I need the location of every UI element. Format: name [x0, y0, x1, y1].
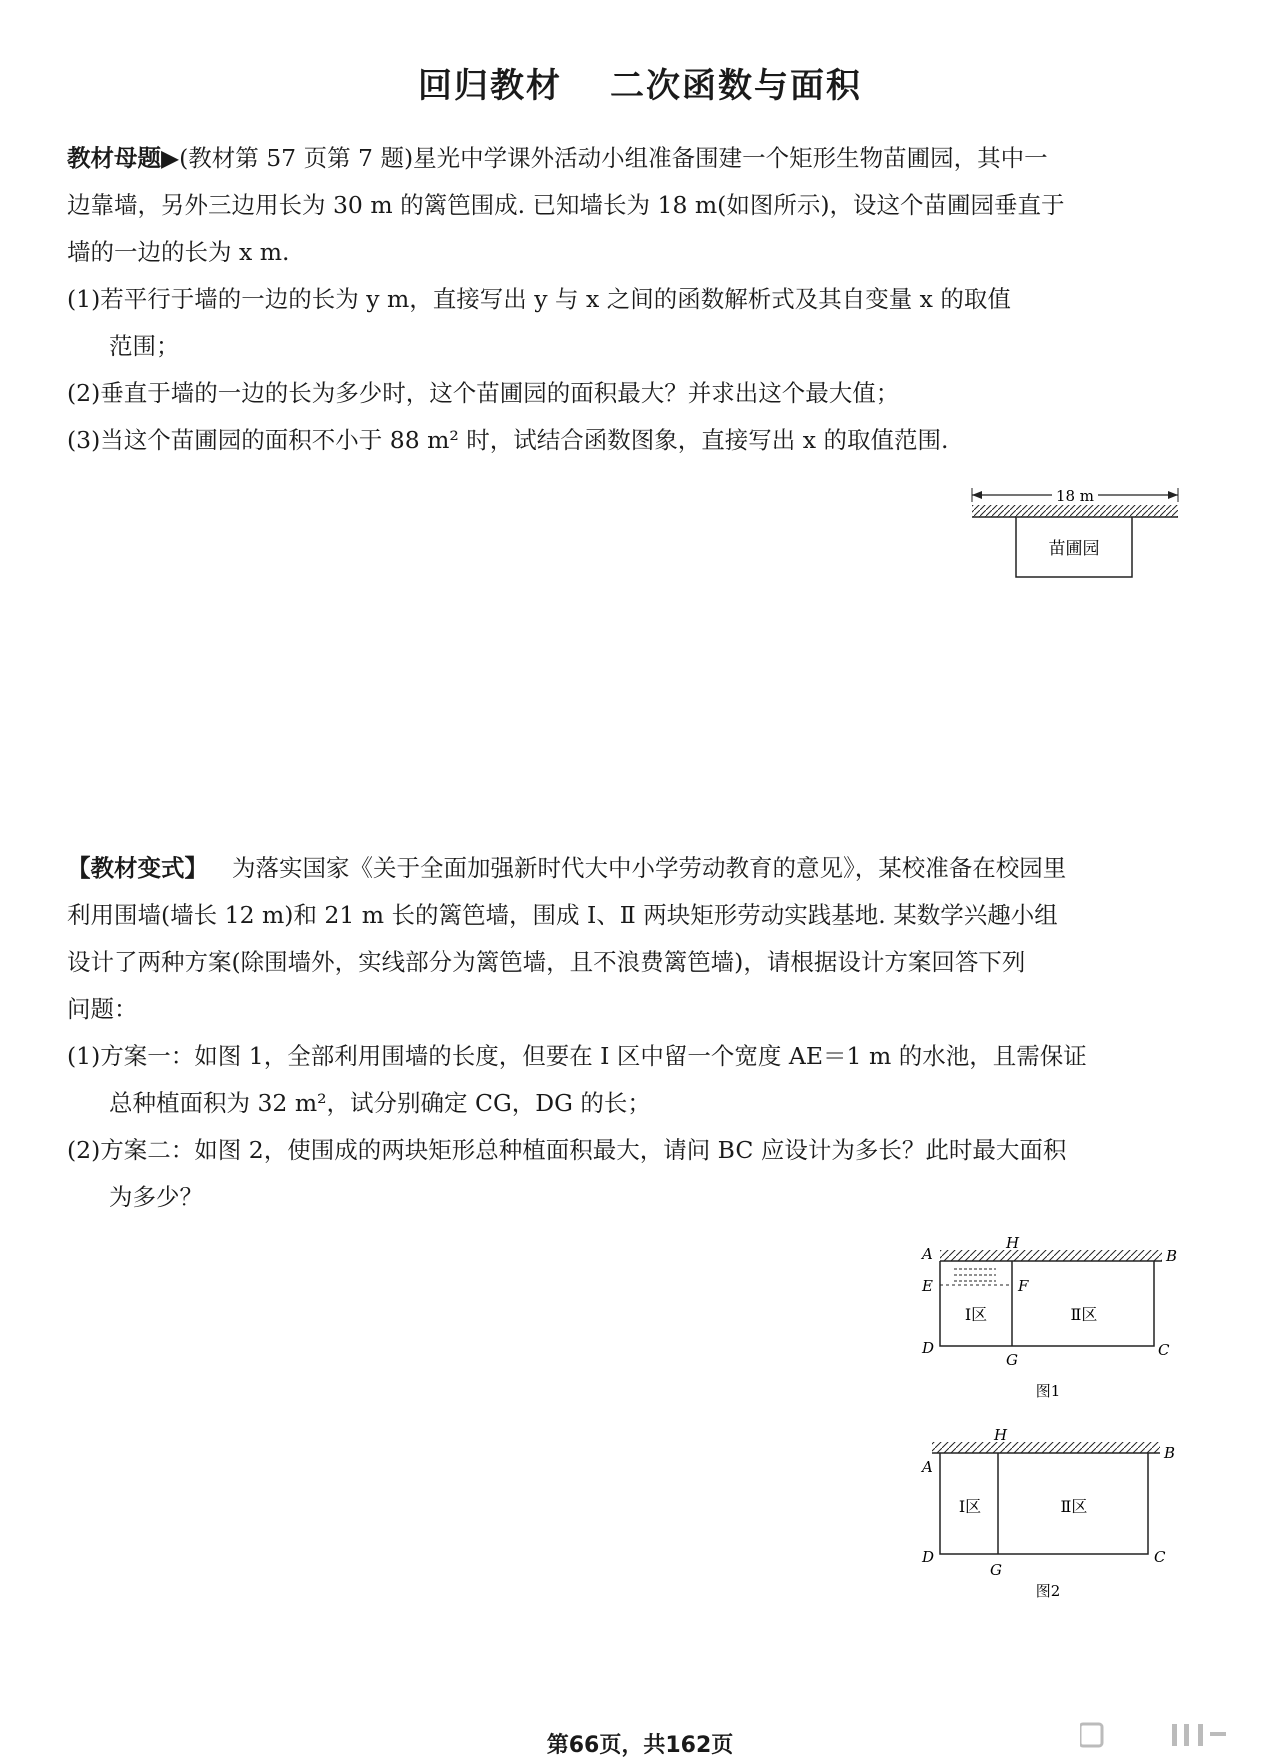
label-F: F [1018, 1277, 1029, 1295]
problem2-stem [67, 845, 1180, 1033]
problem1-tag: 教材母题▶ [67, 144, 180, 172]
problem2-line4: 问题： [67, 995, 138, 1023]
label-G: G [990, 1561, 1002, 1579]
problem2-q1-line1: (1)方案一：如图 1，全部利用围墙的长度，但要在 Ⅰ 区中留一个宽度 AE＝1 m 的水池，且需保证 [67, 1042, 1087, 1070]
problem1-q1-line2: 范围； [109, 332, 180, 360]
zone2-label: Ⅱ区 [1060, 1497, 1088, 1516]
wall [972, 505, 1178, 517]
garden-label: 苗圃园 [1048, 539, 1100, 559]
problem1-question1 [67, 276, 1180, 370]
problem1-question3: (3)当这个苗圃园的面积不小于 88 m² 时，试结合函数图象，直接写出 x 的取值范围. [67, 426, 949, 454]
problem2-line3: 设计了两种方案(除围墙外，实线部分为篱笆墙，且不浪费篱笆墙)，请根据设计方案回答下列 [67, 948, 1026, 976]
page-footer: 第66页，共162页 [546, 1733, 734, 1758]
label-D: D [922, 1548, 935, 1566]
label-H: H [994, 1426, 1008, 1444]
problem1-stem [67, 135, 1180, 276]
label-C: C [1154, 1548, 1166, 1566]
label-C: C [1158, 1341, 1170, 1359]
problem2-q2-line2: 为多少？ [109, 1183, 203, 1211]
problem2-q2-line1: (2)方案二：如图 2，使围成的两块矩形总种植面积最大，请问 BC 应设计为多长？此时最大面积 [67, 1136, 1067, 1164]
problem2-q1-line2: 总种植面积为 32 m²，试分别确定 CG，DG 的长； [109, 1089, 651, 1117]
fence-wall [932, 1442, 1160, 1453]
problem2-question2 [67, 1127, 1180, 1221]
label-A: A [922, 1458, 933, 1476]
problem1-line3: 墙的一边的长为 x m. [67, 238, 290, 266]
label-A: A [922, 1245, 933, 1263]
title-part2: 二次函数与面积 [610, 66, 862, 106]
label-E: E [922, 1277, 933, 1295]
problem2-line1: 为落实国家《关于全面加强新时代大中小学劳动教育的意见》，某校准备在校园里 [232, 854, 1067, 882]
problem2-tag: 【教材变式】 [67, 854, 208, 882]
zone1-label: Ⅰ区 [964, 1305, 988, 1324]
problem1-question2: (2)垂直于墙的一边的长为多少时，这个苗圃园的面积最大？并求出这个最大值； [67, 379, 900, 407]
figure2-caption: 图2 [1035, 1582, 1061, 1600]
problem2-question1 [67, 1033, 1180, 1127]
garden-figure [962, 480, 1192, 590]
problem1-line2: 边靠墙，另外三边用长为 30 m 的篱笆围成. 已知墙长为 18 m(如图所示)，设这个苗圃园垂直于 [67, 191, 1065, 219]
label-B: B [1166, 1247, 1178, 1265]
toolbar-glyphs [1080, 1722, 1260, 1756]
problem2-line2: 利用围墙(墙长 12 m)和 21 m 长的篱笆墙，围成 Ⅰ、Ⅱ 两块矩形劳动实践基地. 某数学兴趣小组 [67, 901, 1058, 929]
zone2-label: Ⅱ区 [1070, 1305, 1098, 1324]
title-part1: 回归教材 [418, 66, 562, 106]
fence-wall [940, 1250, 1162, 1261]
label-B: B [1164, 1444, 1176, 1462]
wall-length-label: 18 m [1055, 487, 1095, 505]
zone1-label: Ⅰ区 [958, 1497, 982, 1516]
label-D: D [922, 1339, 935, 1357]
figure-2 [914, 1420, 1194, 1600]
page-title [0, 58, 1280, 107]
label-G: G [1006, 1351, 1018, 1369]
problem1-q1-line1: (1)若平行于墙的一边的长为 y m，直接写出 y 与 x 之间的函数解析式及其自变量 x 的取值 [67, 285, 1011, 313]
label-H: H [1006, 1234, 1020, 1252]
figure1-caption: 图1 [1035, 1382, 1061, 1400]
problem1-line1: 星光中学课外活动小组准备围建一个矩形生物苗圃园，其中一 [413, 144, 1048, 172]
problem1-source: (教材第 57 页第 7 题) [179, 144, 414, 172]
figure-1 [914, 1228, 1194, 1408]
